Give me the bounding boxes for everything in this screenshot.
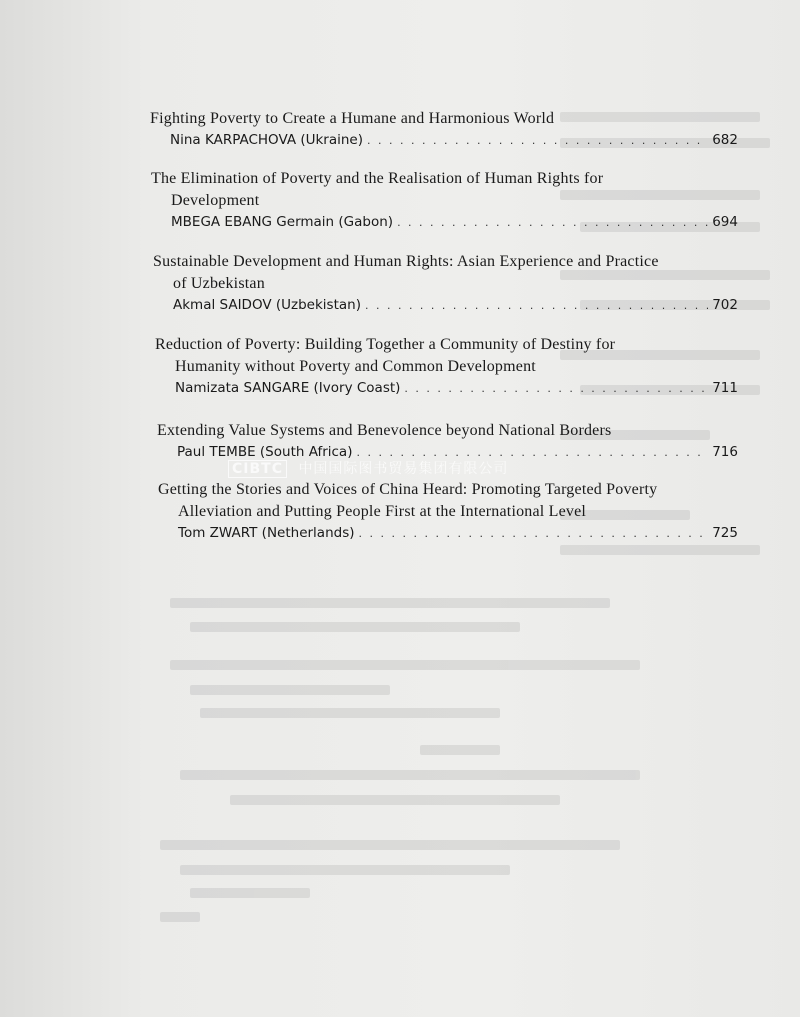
toc-entry: [155, 334, 738, 399]
toc-author: Paul TEMBE (South Africa): [177, 444, 353, 460]
toc-author: MBEGA EBANG Germain (Gabon): [171, 214, 394, 230]
toc-author: Nina KARPACHOVA (Ukraine): [170, 132, 364, 148]
watermark-text: 中国国际图书贸易集团有限公司: [298, 461, 509, 477]
toc-entry-title-continuation: Alleviation and Putting People First at the International Level: [178, 503, 587, 520]
watermark-logo: CIBTC: [228, 460, 287, 478]
toc-entry-title: Fighting Poverty to Create a Humane and Harmonious World: [150, 110, 555, 127]
toc-entry: [153, 251, 738, 316]
dot-leader: [365, 296, 708, 316]
toc-page-number: 702: [712, 297, 738, 313]
toc-entry-title: Sustainable Development and Human Rights: Asian Experience and Practice: [153, 253, 659, 270]
publisher-watermark: [228, 458, 508, 478]
toc-author-line: [155, 378, 738, 399]
dot-leader: [404, 379, 708, 399]
toc-author: Tom ZWART (Netherlands): [178, 525, 355, 541]
toc-author-line: [158, 523, 738, 544]
toc-page-number: 716: [712, 444, 738, 460]
toc-page-number: 694: [712, 214, 738, 230]
toc-entry-title: The Elimination of Poverty and the Realisation of Human Rights for: [151, 170, 604, 187]
toc-author: Namizata SANGARE (Ivory Coast): [175, 380, 401, 396]
toc-page-number: 725: [712, 525, 738, 541]
toc-author-line: [150, 130, 738, 151]
toc-entry-title-continuation: Development: [171, 192, 260, 209]
toc-entry-title-continuation: of Uzbekistan: [173, 275, 265, 292]
dot-leader: [397, 213, 708, 233]
toc-entry: [150, 108, 738, 151]
dot-leader: [367, 131, 708, 151]
toc-entry-title: Extending Value Systems and Benevolence beyond National Borders: [157, 422, 612, 439]
toc-entry: [157, 420, 738, 463]
toc-entry-title: Reduction of Poverty: Building Together a Community of Destiny for: [155, 336, 616, 353]
toc-author-line: [151, 212, 738, 233]
toc-entry-title-continuation: Humanity without Poverty and Common Development: [175, 358, 536, 375]
toc-author-line: [153, 295, 738, 316]
toc-entry-title: Getting the Stories and Voices of China Heard: Promoting Targeted Poverty: [158, 481, 658, 498]
toc-entry: [158, 479, 738, 544]
toc-author: Akmal SAIDOV (Uzbekistan): [173, 297, 361, 313]
dot-leader: [359, 524, 709, 544]
toc-page-number: 711: [712, 380, 738, 396]
toc-entry: [151, 168, 738, 233]
toc-page-number: 682: [712, 132, 738, 148]
